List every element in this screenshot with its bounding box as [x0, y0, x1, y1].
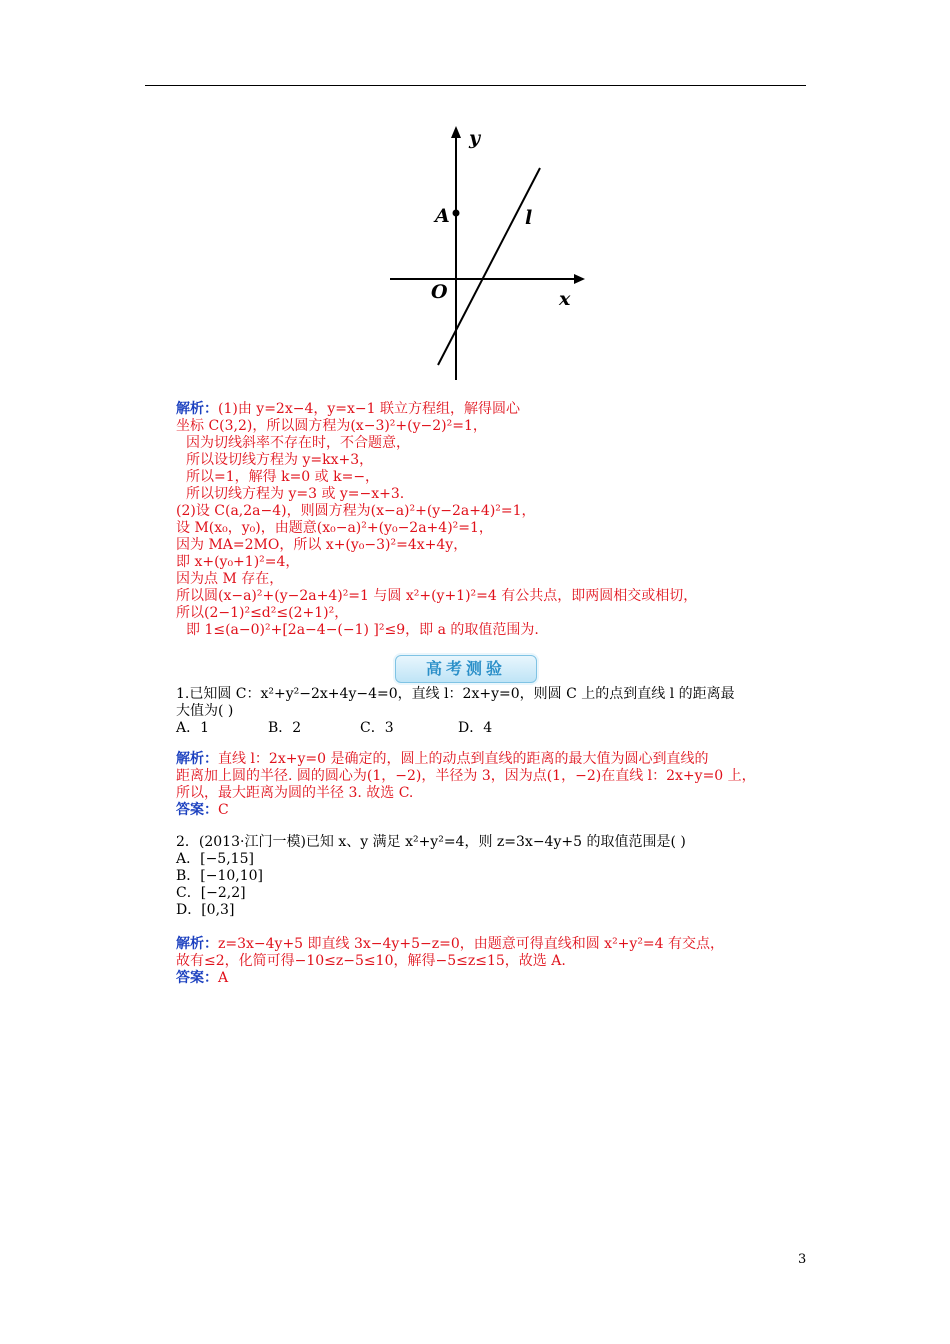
solution-line-5: 所以切线方程为 y=3 或 y=−x+3.: [186, 486, 405, 502]
coordinate-figure: [385, 118, 595, 383]
solution-label: 解析：: [176, 401, 218, 417]
point-a-label: A: [435, 205, 450, 227]
solution-line-12: 所以(2−1)²≤d²≤(2+1)²，: [176, 605, 349, 621]
q2-option-b: B．[−10,10]: [176, 868, 264, 884]
solution-line-1: 坐标 C(3,2)，所以圆方程为(x−3)²+(y−2)²=1，: [176, 418, 487, 434]
q1-answer: 答案：C: [176, 802, 229, 818]
q1-answer-label: 答案：: [176, 802, 218, 818]
origin-label: O: [431, 281, 448, 303]
q2-option-d: D．[0,3]: [176, 902, 235, 918]
q2-analysis-line-2: 故有≤2，化简可得−10≤z−5≤10，解得−5≤z≤15，故选 A.: [176, 953, 566, 969]
q2-option-c: C．[−2,2]: [176, 885, 246, 901]
solution-line-2: 因为切线斜率不存在时，不合题意，: [186, 435, 410, 451]
y-axis-label: y: [469, 127, 481, 149]
solution-line-11: 所以圆(x−a)²+(y−2a+4)²=1 与圆 x²+(y+1)²=4 有公共点，即两圆相交或相切，: [176, 588, 698, 604]
solution-line-10: 因为点 M 存在，: [176, 571, 284, 587]
q1-option-c: C．3: [360, 720, 394, 736]
solution-line-3: 所以设切线方程为 y=kx+3，: [186, 452, 374, 468]
q1-analysis-line-1: 解析：直线 l：2x+y=0 是确定的，圆上的动点到直线的距离的最大值为圆心到直线的: [176, 751, 709, 767]
q1-option-b: B．2: [268, 720, 302, 736]
solution-line-0: 解析：(1)由 y=2x−4，y=x−1 联立方程组，解得圆心: [176, 401, 520, 417]
x-axis-label: x: [559, 288, 571, 310]
solution-line-13: 即 1≤(a−0)²+[2a−4−(−1) ]²≤9，即 a 的取值范围为.: [186, 622, 539, 638]
line-l: [438, 168, 540, 365]
solution-line-4: 所以=1，解得 k=0 或 k=−，: [186, 469, 380, 485]
point-a: [453, 210, 460, 217]
q1-option-d: D．4: [458, 720, 493, 736]
solution-line-8: 因为 MA=2MO，所以 x+(y₀−3)²=4x+4y，: [176, 537, 468, 553]
x-axis-arrow: [574, 274, 585, 284]
header-rule: [145, 85, 806, 86]
solution-line-9: 即 x+(y₀+1)²=4，: [176, 554, 300, 570]
page-number: 3: [798, 1252, 807, 1267]
q1-analysis-label: 解析：: [176, 751, 218, 767]
q2-analysis-line-1: 解析：z=3x−4y+5 即直线 3x−4y+5−z=0，由题意可得直线和圆 x²+y²=4 有交点，: [176, 936, 725, 952]
q2-answer-label: 答案：: [176, 970, 218, 986]
q1-stem-line-1: 1.已知圆 C：x²+y²−2x+4y−4=0，直线 l：2x+y=0，则圆 C 上的点到直线 l 的距离最: [176, 686, 735, 702]
q1-analysis-line-3: 所以，最大距离为圆的半径 3. 故选 C.: [176, 785, 414, 801]
y-axis-arrow: [451, 126, 461, 138]
q2-analysis-label: 解析：: [176, 936, 218, 952]
q1-option-a: A．1: [176, 720, 210, 736]
q1-stem-line-2: 大值为( ): [176, 703, 234, 719]
q2-answer: 答案：A: [176, 970, 229, 986]
q2-option-a: A．[−5,15]: [176, 851, 254, 867]
line-l-label: l: [525, 207, 533, 229]
solution-line-6: (2)设 C(a,2a−4)，则圆方程为(x−a)²+(y−2a+4)²=1，: [176, 503, 536, 519]
solution-line-7: 设 M(x₀，y₀)，由题意(x₀−a)²+(y₀−2a+4)²=1，: [176, 520, 493, 536]
q1-analysis-line-2: 距离加上圆的半径. 圆的圆心为(1，−2)，半径为 3，因为点(1，−2)在直线 l：2x+y=0 上，: [176, 768, 756, 784]
q2-stem: 2．(2013·江门一模)已知 x、y 满足 x²+y²=4，则 z=3x−4y+5 的取值范围是( ): [176, 834, 686, 850]
exam-test-badge: 高考测验: [395, 655, 537, 683]
